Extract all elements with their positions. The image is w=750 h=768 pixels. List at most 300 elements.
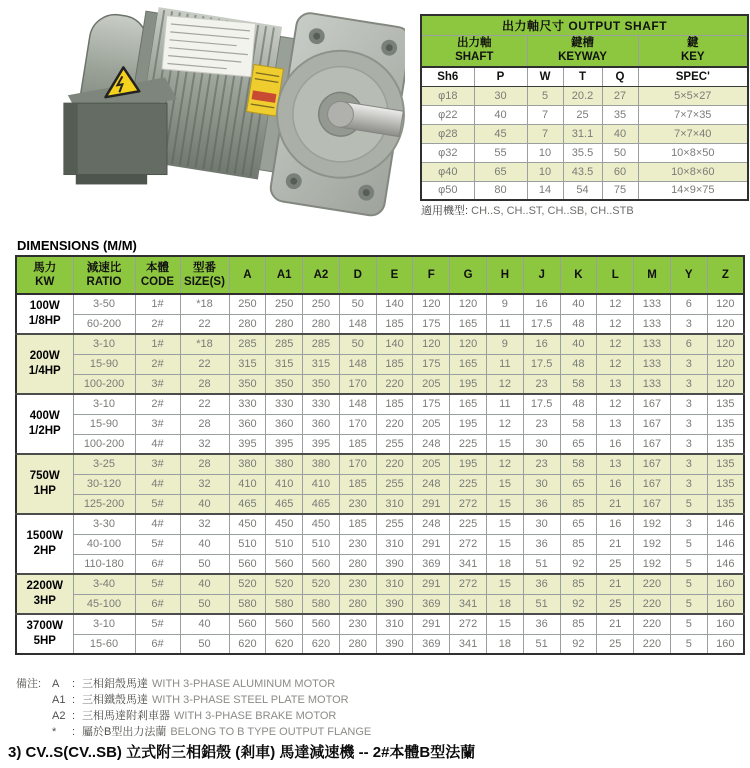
dim-column-header: D — [339, 256, 376, 294]
dim-cell: 272 — [450, 614, 487, 634]
dim-cell: 23 — [523, 454, 560, 474]
output-shaft-row — [421, 162, 748, 181]
dim-cell: 22 — [180, 354, 229, 374]
dim-cell: 48 — [560, 314, 597, 334]
dim-column-header: A — [229, 256, 266, 294]
dim-cell: 5 — [670, 494, 707, 514]
dim-cell: 12 — [597, 294, 634, 314]
dim-cell: 1# — [135, 294, 180, 314]
dim-cell: 51 — [523, 594, 560, 614]
dim-cell: 369 — [413, 634, 450, 654]
dim-cell: 6# — [135, 634, 180, 654]
dim-cell: 11 — [486, 394, 523, 414]
col-header-q: Q — [602, 67, 638, 86]
dim-cell: 2# — [135, 394, 180, 414]
dim-cell: 465 — [266, 494, 303, 514]
dim-cell: 148 — [339, 354, 376, 374]
dim-cell: 195 — [450, 414, 487, 434]
dim-cell: 30 — [523, 474, 560, 494]
dim-cell: 3-10 — [73, 394, 135, 414]
terminal-box — [64, 67, 177, 184]
output-shaft-table — [420, 14, 749, 201]
dim-cell: 120 — [450, 334, 487, 354]
dim-cell: 167 — [634, 454, 671, 474]
dim-cell: 100-200 — [73, 374, 135, 394]
dim-column-header: A1 — [266, 256, 303, 294]
dim-cell: 11 — [486, 354, 523, 374]
dim-cell: 255 — [376, 434, 413, 454]
dim-cell: 28 — [180, 454, 229, 474]
dim-cell: 280 — [229, 314, 266, 334]
dim-cell: 510 — [229, 534, 266, 554]
dim-cell: 165 — [450, 354, 487, 374]
dim-cell: 369 — [413, 554, 450, 574]
dim-cell: 330 — [266, 394, 303, 414]
dim-cell: 146 — [707, 514, 744, 534]
applicable-models-label: 適用機型: — [421, 205, 469, 217]
col-header-sh6: Sh6 — [421, 67, 474, 86]
dim-cell: 65 — [560, 514, 597, 534]
dim-cell: 50 — [180, 594, 229, 614]
dim-cell: 13 — [597, 454, 634, 474]
dim-cell: 330 — [229, 394, 266, 414]
dim-cell: 3# — [135, 454, 180, 474]
dim-row — [16, 594, 744, 614]
dim-cell: 125-200 — [73, 494, 135, 514]
dim-cell: 9 — [486, 334, 523, 354]
dim-cell: 580 — [229, 594, 266, 614]
dim-cell: 50 — [180, 634, 229, 654]
power-label: 100W 1/8HP — [16, 294, 73, 334]
dim-cell: 18 — [486, 554, 523, 574]
dim-cell: 3-40 — [73, 574, 135, 594]
dim-row — [16, 314, 744, 334]
dim-row — [16, 394, 744, 414]
dim-cell: 17.5 — [523, 354, 560, 374]
dim-cell: 23 — [523, 374, 560, 394]
col-header-w: W — [527, 67, 563, 86]
dim-column-header: A2 — [303, 256, 340, 294]
dim-cell: 620 — [229, 634, 266, 654]
dim-column-header: Y — [670, 256, 707, 294]
dim-cell: 133 — [634, 374, 671, 394]
dim-cell: 250 — [266, 294, 303, 314]
dim-cell: 390 — [376, 594, 413, 614]
dim-cell: 315 — [303, 354, 340, 374]
dim-cell: 220 — [634, 574, 671, 594]
dim-cell: 220 — [376, 374, 413, 394]
dim-cell: 25 — [597, 634, 634, 654]
dim-cell: 4# — [135, 474, 180, 494]
dim-cell: 160 — [707, 634, 744, 654]
dim-cell: 3 — [670, 514, 707, 534]
output-shaft-title-row — [421, 15, 748, 35]
dim-cell: 140 — [376, 294, 413, 314]
dim-cell: 255 — [376, 474, 413, 494]
dim-cell: *18 — [180, 334, 229, 354]
keyway-group-header: 鍵槽 KEYWAY — [527, 35, 638, 67]
dim-cell: 220 — [376, 454, 413, 474]
dim-cell: 510 — [303, 534, 340, 554]
output-shaft-cell: 54 — [563, 181, 602, 200]
motor-photo — [50, 0, 405, 238]
dim-cell: 85 — [560, 574, 597, 594]
dimensions-heading: DIMENSIONS (M/M) — [17, 238, 137, 253]
output-shaft-cell: 7 — [527, 105, 563, 124]
dim-cell: 120 — [707, 374, 744, 394]
dim-column-header: 本體 CODE — [135, 256, 180, 294]
dim-cell: 167 — [634, 414, 671, 434]
dim-cell: 185 — [376, 354, 413, 374]
dim-cell: 205 — [413, 374, 450, 394]
dim-cell: 21 — [597, 614, 634, 634]
page-title: 3) CV..S(CV..SB) 立式附三相鋁殼 (剎車) 馬達減速機 -- 2#本體B型法蘭 — [8, 744, 476, 761]
dim-cell: 450 — [303, 514, 340, 534]
dim-cell: 395 — [229, 434, 266, 454]
dim-cell: 51 — [523, 554, 560, 574]
dim-cell: 350 — [266, 374, 303, 394]
output-shaft-cell: φ18 — [421, 86, 474, 105]
dim-cell: 560 — [303, 554, 340, 574]
col-header-t: T — [563, 67, 602, 86]
dim-cell: 248 — [413, 434, 450, 454]
dim-cell: 165 — [450, 394, 487, 414]
dim-cell: 6# — [135, 554, 180, 574]
output-shaft-cell: 5 — [527, 86, 563, 105]
output-shaft-cell: φ22 — [421, 105, 474, 124]
dim-cell: 15 — [486, 614, 523, 634]
dim-cell: 22 — [180, 394, 229, 414]
dim-cell: 4# — [135, 514, 180, 534]
dim-cell: 220 — [634, 634, 671, 654]
dim-row — [16, 554, 744, 574]
dim-cell: 2# — [135, 354, 180, 374]
dim-cell: 185 — [339, 474, 376, 494]
dim-cell: 6 — [670, 334, 707, 354]
dim-cell: 3-25 — [73, 454, 135, 474]
dim-cell: 205 — [413, 454, 450, 474]
key-group-header: 鍵 KEY — [638, 35, 748, 67]
dim-column-header: M — [634, 256, 671, 294]
dim-column-header: 馬力 KW — [16, 256, 73, 294]
dim-cell: 140 — [376, 334, 413, 354]
dim-cell: 40 — [560, 334, 597, 354]
output-shaft-cell: 75 — [602, 181, 638, 200]
dim-cell: 310 — [376, 574, 413, 594]
dim-cell: 12 — [597, 394, 634, 414]
dim-cell: 50 — [180, 554, 229, 574]
dim-cell: 148 — [339, 314, 376, 334]
dim-column-header: G — [450, 256, 487, 294]
dim-cell: 3# — [135, 374, 180, 394]
dim-cell: 15 — [486, 494, 523, 514]
dim-cell: 350 — [229, 374, 266, 394]
dim-cell: 310 — [376, 494, 413, 514]
dim-row — [16, 494, 744, 514]
dim-cell: 280 — [339, 594, 376, 614]
dim-cell: 28 — [180, 414, 229, 434]
dim-cell: 272 — [450, 534, 487, 554]
dim-cell: 185 — [339, 514, 376, 534]
output-shaft-cell: φ50 — [421, 181, 474, 200]
dim-cell: 380 — [266, 454, 303, 474]
dim-cell: 4# — [135, 434, 180, 454]
output-shaft-cell: 20.2 — [563, 86, 602, 105]
dim-cell: 560 — [303, 614, 340, 634]
dim-column-header: L — [597, 256, 634, 294]
dim-cell: 195 — [450, 374, 487, 394]
dim-cell: 450 — [229, 514, 266, 534]
output-shaft-cell: 50 — [602, 143, 638, 162]
dim-cell: 360 — [229, 414, 266, 434]
col-header-p: P — [474, 67, 527, 86]
dim-cell: 17.5 — [523, 314, 560, 334]
output-shaft-cell: 60 — [602, 162, 638, 181]
dim-cell: 3 — [670, 354, 707, 374]
dim-cell: 192 — [634, 554, 671, 574]
dim-cell: 185 — [376, 314, 413, 334]
dim-cell: 160 — [707, 594, 744, 614]
dim-cell: 450 — [266, 514, 303, 534]
dim-cell: 465 — [229, 494, 266, 514]
power-label: 200W 1/4HP — [16, 334, 73, 394]
dim-cell: 315 — [229, 354, 266, 374]
dim-cell: 5 — [670, 594, 707, 614]
dim-cell: 12 — [597, 354, 634, 374]
output-shaft-cell: 10 — [527, 162, 563, 181]
output-shaft-row — [421, 181, 748, 200]
dim-cell: 15 — [486, 474, 523, 494]
output-shaft-cell: 7 — [527, 124, 563, 143]
output-shaft-cell: 45 — [474, 124, 527, 143]
output-shaft-cell: φ28 — [421, 124, 474, 143]
output-shaft-cell: 5×5×27 — [638, 86, 748, 105]
output-shaft-cell: 31.1 — [563, 124, 602, 143]
dim-cell: 16 — [597, 514, 634, 534]
output-shaft-cell: 65 — [474, 162, 527, 181]
dim-cell: 248 — [413, 514, 450, 534]
dim-cell: 146 — [707, 554, 744, 574]
dim-cell: 2# — [135, 314, 180, 334]
dim-cell: 12 — [486, 454, 523, 474]
dim-cell: 40 — [180, 574, 229, 594]
output-shaft-row — [421, 124, 748, 143]
dim-cell: 285 — [303, 334, 340, 354]
dim-cell: 341 — [450, 634, 487, 654]
dim-cell: 25 — [597, 594, 634, 614]
dim-cell: 170 — [339, 374, 376, 394]
dim-cell: 51 — [523, 634, 560, 654]
dim-cell: 120 — [413, 334, 450, 354]
applicable-models — [421, 202, 634, 218]
dim-cell: 30-120 — [73, 474, 135, 494]
dim-cell: 5# — [135, 534, 180, 554]
dim-cell: 40 — [560, 294, 597, 314]
dim-cell: 50 — [339, 294, 376, 314]
dim-cell: 58 — [560, 414, 597, 434]
dim-cell: 5 — [670, 534, 707, 554]
dim-cell: 3 — [670, 314, 707, 334]
dim-row — [16, 574, 744, 594]
dim-cell: 192 — [634, 534, 671, 554]
dim-cell: 65 — [560, 474, 597, 494]
dim-cell: 291 — [413, 494, 450, 514]
dim-cell: 285 — [266, 334, 303, 354]
output-shaft-cell: 35 — [602, 105, 638, 124]
dim-cell: 28 — [180, 374, 229, 394]
power-label: 400W 1/2HP — [16, 394, 73, 454]
power-label: 2200W 3HP — [16, 574, 73, 614]
dim-cell: 120 — [707, 354, 744, 374]
dim-cell: 92 — [560, 554, 597, 574]
dim-row — [16, 294, 744, 314]
dim-cell: 310 — [376, 614, 413, 634]
dim-cell: 85 — [560, 614, 597, 634]
dim-cell: 160 — [707, 574, 744, 594]
dim-cell: 315 — [266, 354, 303, 374]
dim-cell: 40 — [180, 534, 229, 554]
dim-cell: 40-100 — [73, 534, 135, 554]
dim-cell: 32 — [180, 514, 229, 534]
notes-list — [16, 676, 371, 740]
dim-row — [16, 334, 744, 354]
dim-cell: 100-200 — [73, 434, 135, 454]
dim-cell: 23 — [523, 414, 560, 434]
output-shaft-row — [421, 105, 748, 124]
dim-cell: 15 — [486, 574, 523, 594]
dim-row — [16, 474, 744, 494]
dim-cell: 15 — [486, 534, 523, 554]
dim-cell: 250 — [229, 294, 266, 314]
dim-cell: 580 — [303, 594, 340, 614]
dim-cell: 175 — [413, 394, 450, 414]
dim-row — [16, 354, 744, 374]
dim-cell: 310 — [376, 534, 413, 554]
dim-cell: 135 — [707, 434, 744, 454]
dim-row — [16, 374, 744, 394]
dim-cell: 45-100 — [73, 594, 135, 614]
dim-cell: 192 — [634, 514, 671, 534]
output-shaft-cell: 7×7×35 — [638, 105, 748, 124]
dim-cell: 205 — [413, 414, 450, 434]
output-shaft-row — [421, 143, 748, 162]
dim-cell: 36 — [523, 494, 560, 514]
dim-cell: 167 — [634, 394, 671, 414]
dim-cell: 133 — [634, 294, 671, 314]
dim-cell: 160 — [707, 614, 744, 634]
output-shaft-cell: 80 — [474, 181, 527, 200]
power-label: 750W 1HP — [16, 454, 73, 514]
dim-row — [16, 614, 744, 634]
dim-column-header: F — [413, 256, 450, 294]
dim-cell: 17.5 — [523, 394, 560, 414]
dim-cell: 390 — [376, 554, 413, 574]
dim-cell: 92 — [560, 594, 597, 614]
dim-cell: 133 — [634, 314, 671, 334]
dim-cell: 5 — [670, 554, 707, 574]
dim-cell: 291 — [413, 534, 450, 554]
output-shaft-cell: φ40 — [421, 162, 474, 181]
dim-cell: 560 — [229, 554, 266, 574]
dim-cell: 3 — [670, 394, 707, 414]
dim-row — [16, 414, 744, 434]
dim-cell: 16 — [523, 294, 560, 314]
note-line: A1 : 三相鐵殼馬達 WITH 3-PHASE STEEL PLATE MOTOR — [52, 694, 349, 706]
dim-cell: 3-30 — [73, 514, 135, 534]
dim-cell: 133 — [634, 354, 671, 374]
dim-column-header: H — [486, 256, 523, 294]
dim-cell: 195 — [450, 454, 487, 474]
dim-cell: 135 — [707, 454, 744, 474]
dim-cell: 120 — [413, 294, 450, 314]
dim-cell: 230 — [339, 614, 376, 634]
output-shaft-cell: 35.5 — [563, 143, 602, 162]
dim-cell: 146 — [707, 534, 744, 554]
dim-row — [16, 534, 744, 554]
dim-column-header: J — [523, 256, 560, 294]
dim-cell: 5# — [135, 614, 180, 634]
dim-cell: 48 — [560, 354, 597, 374]
dim-row — [16, 434, 744, 454]
power-label: 3700W 5HP — [16, 614, 73, 654]
dim-cell: 85 — [560, 494, 597, 514]
dim-cell: 13 — [597, 414, 634, 434]
dim-cell: 133 — [634, 334, 671, 354]
dim-cell: 18 — [486, 634, 523, 654]
dim-cell: 16 — [597, 474, 634, 494]
dim-column-header: E — [376, 256, 413, 294]
dim-cell: 120 — [450, 294, 487, 314]
note-line: 備注: A : 三相鋁殼馬達 WITH 3-PHASE ALUMINUM MOTOR — [16, 678, 336, 690]
dim-cell: 22 — [180, 314, 229, 334]
dim-cell: 3 — [670, 454, 707, 474]
output-shaft-cell: 14 — [527, 181, 563, 200]
dim-cell: 248 — [413, 474, 450, 494]
dim-cell: 13 — [597, 374, 634, 394]
dim-cell: 48 — [560, 394, 597, 414]
output-shaft-column-row — [421, 67, 748, 86]
dim-cell: 520 — [229, 574, 266, 594]
dim-cell: 5# — [135, 494, 180, 514]
dim-cell: 32 — [180, 434, 229, 454]
dim-cell: 3 — [670, 434, 707, 454]
dim-cell: 135 — [707, 414, 744, 434]
dim-cell: 250 — [303, 294, 340, 314]
dim-cell: 3-50 — [73, 294, 135, 314]
dim-column-header: 型番 SIZE(S) — [180, 256, 229, 294]
applicable-models-value: CH..S, CH..ST, CH..SB, CH..STB — [471, 205, 634, 217]
dim-cell: 225 — [450, 474, 487, 494]
dim-cell: 620 — [303, 634, 340, 654]
dim-cell: 3 — [670, 374, 707, 394]
dim-column-header: Z — [707, 256, 744, 294]
dim-cell: 410 — [266, 474, 303, 494]
dim-cell: 220 — [376, 414, 413, 434]
output-shaft-cell: 14×9×75 — [638, 181, 748, 200]
dim-cell: 185 — [376, 394, 413, 414]
dim-cell: 175 — [413, 354, 450, 374]
dim-cell: 36 — [523, 614, 560, 634]
output-shaft-cell: 27 — [602, 86, 638, 105]
dim-cell: 135 — [707, 474, 744, 494]
dim-header-row — [16, 256, 744, 294]
dim-cell: 560 — [266, 554, 303, 574]
output-shaft-cell: 40 — [474, 105, 527, 124]
dim-cell: *18 — [180, 294, 229, 314]
dim-cell: 465 — [303, 494, 340, 514]
dim-cell: 120 — [707, 314, 744, 334]
dim-cell: 167 — [634, 434, 671, 454]
